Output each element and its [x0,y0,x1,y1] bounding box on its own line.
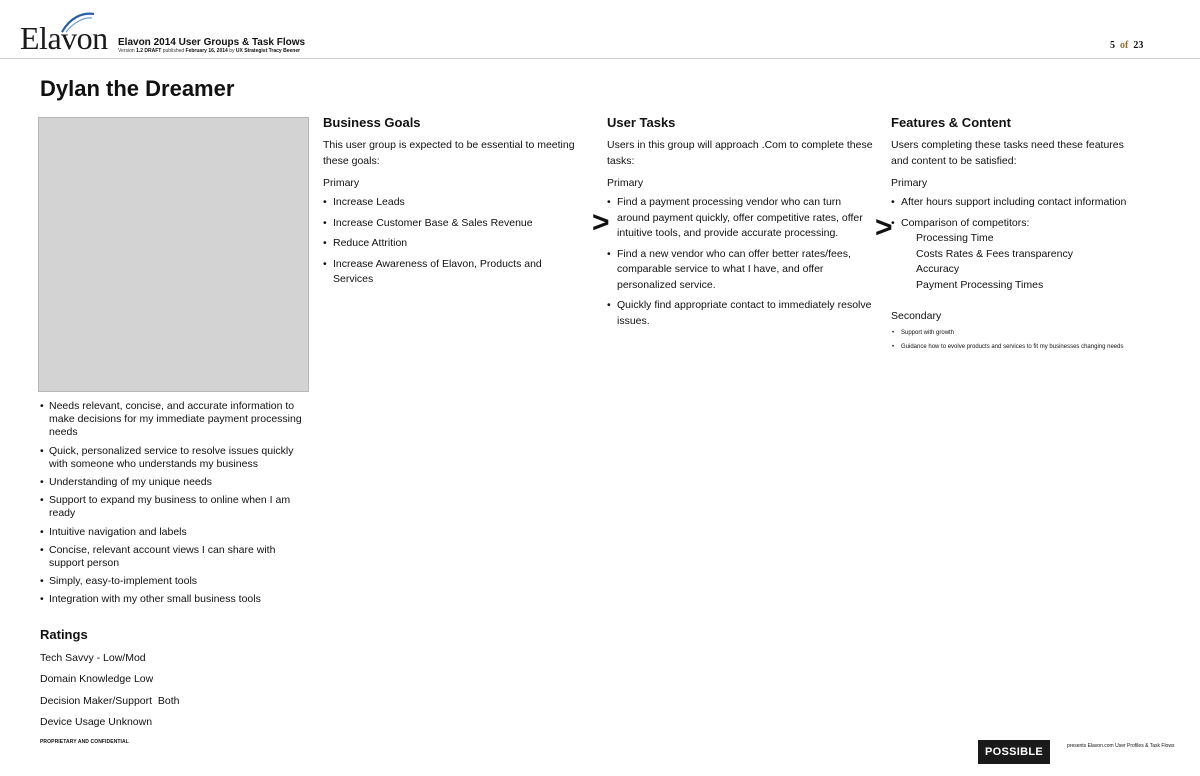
sub-item: Costs Rates & Fees transparency [916,247,1073,260]
persona-photo-placeholder [38,117,309,392]
features-secondary-label: Secondary [891,309,942,322]
possible-logo: POSSIBLE [978,740,1050,764]
elavon-logo: Elavon [20,20,108,56]
competitor-criteria [891,231,1141,294]
document-title: Elavon 2014 User Groups & Task Flows [118,37,306,48]
list-item: • Find a new vendor who can offer better rates/fees, comparable service to what I have, and offer personalized service. [617,247,875,294]
sub-item: Processing Time [916,232,994,244]
user-tasks-list [607,195,875,329]
footer-presents: presents Elavon.com User Profiles & Task Flows [1067,743,1175,749]
arrow-right-icon: > [592,206,610,239]
list-item: • Quickly find appropriate contact to immediately resolve issues. [617,298,875,329]
list-item: • Support with growth [901,328,1141,338]
list-item: • Increase Customer Base & Sales Revenue [333,216,578,232]
features-heading: Features & Content [891,115,1011,130]
list-item: • Reduce Attrition [333,236,578,252]
list-item: • Guidance how to evolve products and services to fit my businesses changing needs [901,342,1141,352]
document-meta: Version 1.2 DRAFT published February 16, 2014 by UX Strategist Tracy Beener [118,48,301,54]
features-secondary-list [891,328,1141,352]
list-item: • Concise, relevant account views I can share with support person [49,544,310,570]
rating-item: Decision Maker/Support Both [40,695,180,707]
user-tasks-heading: User Tasks [607,115,676,130]
business-goals-primary-label: Primary [323,177,360,189]
rating-item: Tech Savvy - Low/Mod [40,652,146,664]
sub-item: Payment Processing Times [916,279,1044,292]
header-divider [0,58,1200,59]
list-item: • Intuitive navigation and labels [49,526,310,539]
needs-list [40,400,310,607]
rating-item: Domain Knowledge Low [40,673,154,685]
list-item: • Support to expand my business to online when I am ready [49,494,310,520]
features-intro: Users completing these tasks need these features and content to be satisfied: [891,139,1124,167]
business-goals-list [323,195,578,288]
list-item: • Simply, easy-to-implement tools [49,575,310,588]
arrow-right-icon: > [875,211,893,244]
list-item: • Integration with my other small business tools [49,593,310,606]
rating-item: Device Usage Unknown [40,716,153,728]
list-item: • Understanding of my unique needs [49,476,310,489]
sub-item: Accuracy [916,263,960,276]
list-item: • Increase Leads [333,195,578,211]
page-indicator: 5 of 23 [1110,40,1144,51]
user-tasks-column [607,115,875,334]
user-tasks-intro: Users in this group will approach .Com to complete these tasks: [607,139,873,167]
ratings-heading: Ratings [40,627,88,642]
list-item: • Comparison of competitors: [901,216,1141,232]
business-goals-intro: This user group is expected to be essential to meeting these goals: [323,139,575,167]
persona-title: Dylan the Dreamer [40,76,235,101]
confidential-notice: PROPRIETARY AND CONFIDENTIAL [40,739,129,745]
business-goals-column [323,115,578,293]
user-tasks-primary-label: Primary [607,177,644,189]
list-item: • Find a payment processing vendor who can turn around payment quickly, offer competitive rates, offer intuitive tools, and provide accurate processing. [617,195,875,242]
list-item: • Quick, personalized service to resolve issues quickly with someone who understands my business [49,445,310,471]
features-column [891,115,1141,356]
list-item: • Increase Awareness of Elavon, Products and Services [333,257,578,288]
list-item: • After hours support including contact information [901,195,1141,211]
features-primary-label: Primary [891,177,928,189]
features-list [891,195,1141,231]
list-item: • Needs relevant, concise, and accurate information to make decisions for my immediate payment processing needs [49,400,310,440]
business-goals-heading: Business Goals [323,115,421,130]
needs-section [40,400,310,612]
